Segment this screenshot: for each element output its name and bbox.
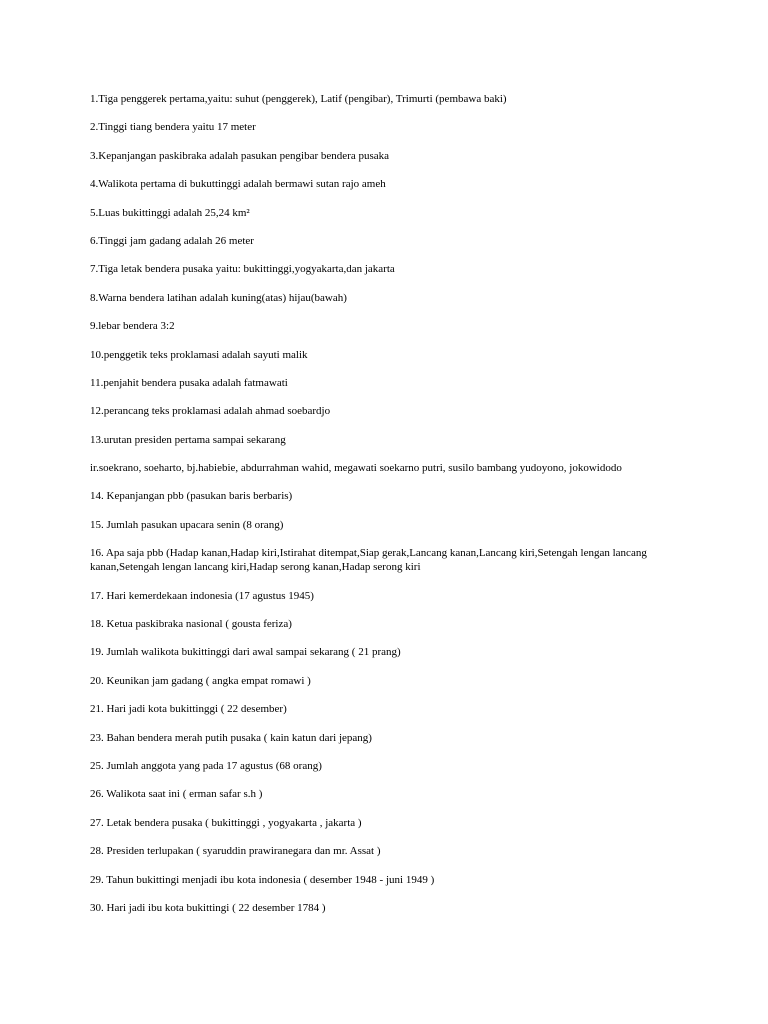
line-14: 14. Kepanjangan pbb (pasukan baris berbaris)	[90, 490, 293, 503]
line-5: 5.Luas bukittinggi adalah 25,24 km²	[90, 206, 250, 219]
line-15: 15. Jumlah pasukan upacara senin (8 orang)	[90, 518, 284, 531]
line-6: 6.Tinggi jam gadang adalah 26 meter	[90, 234, 254, 247]
line-23: 23. Bahan bendera merah putih pusaka ( kain katun dari jepang)	[90, 731, 372, 744]
line-1: 1.Tiga penggerek pertama,yaitu: suhut (penggerek), Latif (pengibar), Trimurti (pembawa baki)	[90, 93, 507, 105]
line-9: 9.lebar bendera 3:2	[90, 320, 175, 333]
line-11: 11.penjahit bendera pusaka adalah fatmawati	[90, 376, 288, 389]
line-27: 27. Letak bendera pusaka ( bukittinggi , yogyakarta , jakarta )	[90, 816, 362, 829]
line-13: 13.urutan presiden pertama sampai sekarang	[90, 433, 286, 446]
line-8: 8.Warna bendera latihan adalah kuning(atas) hijau(bawah)	[90, 291, 347, 304]
line-21: 21. Hari jadi kota bukittinggi ( 22 desember)	[90, 703, 287, 716]
line-26: 26. Walikota saat ini ( erman safar s.h )	[90, 788, 263, 801]
line-12: 12.perancang teks proklamasi adalah ahmad soebardjo	[90, 405, 331, 418]
document-page	[90, 92, 690, 929]
line-7: 7.Tiga letak bendera pusaka yaitu: bukittinggi,yogyakarta,dan jakarta	[90, 263, 395, 276]
line-4: 4.Walikota pertama di bukuttinggi adalah bermawi sutan rajo ameh	[90, 178, 386, 191]
line-16: 16. Apa saja pbb (Hadap kanan,Hadap kiri,Istirahat ditempat,Siap gerak,Lancang kanan,Lancang kiri,Setengah lengan lancang kanan,Setengah lengan lancang kiri,Hadap serong kanan,Hadap serong kiri	[90, 547, 647, 574]
line-3: 3.Kepanjangan paskibraka adalah pasukan pengibar bendera pusaka	[90, 149, 390, 162]
line-18: 18. Ketua paskibraka nasional ( gousta feriza)	[90, 618, 292, 631]
line-19: 19. Jumlah walikota bukittinggi dari awal sampai sekarang ( 21 prang)	[90, 646, 401, 659]
line-2: 2.Tinggi tiang bendera yaitu 17 meter	[90, 121, 256, 134]
line-29: 29. Tahun bukittingi menjadi ibu kota indonesia ( desember 1948 - juni 1949 )	[90, 873, 435, 886]
line-30: 30. Hari jadi ibu kota bukittingi ( 22 desember 1784 )	[90, 901, 326, 914]
line-13-list: ir.soekrano, soeharto, bj.habiebie, abdurrahman wahid, megawati soekarno putri, susilo bambang yudoyono, jokowidodo	[90, 462, 622, 475]
line-25: 25. Jumlah anggota yang pada 17 agustus (68 orang)	[90, 759, 322, 772]
line-20: 20. Keunikan jam gadang ( angka empat romawi )	[90, 674, 311, 687]
line-10: 10.penggetik teks proklamasi adalah sayuti malik	[90, 348, 308, 361]
line-17: 17. Hari kemerdekaan indonesia (17 agustus 1945)	[90, 589, 314, 602]
line-28: 28. Presiden terlupakan ( syaruddin prawiranegara dan mr. Assat )	[90, 845, 381, 858]
